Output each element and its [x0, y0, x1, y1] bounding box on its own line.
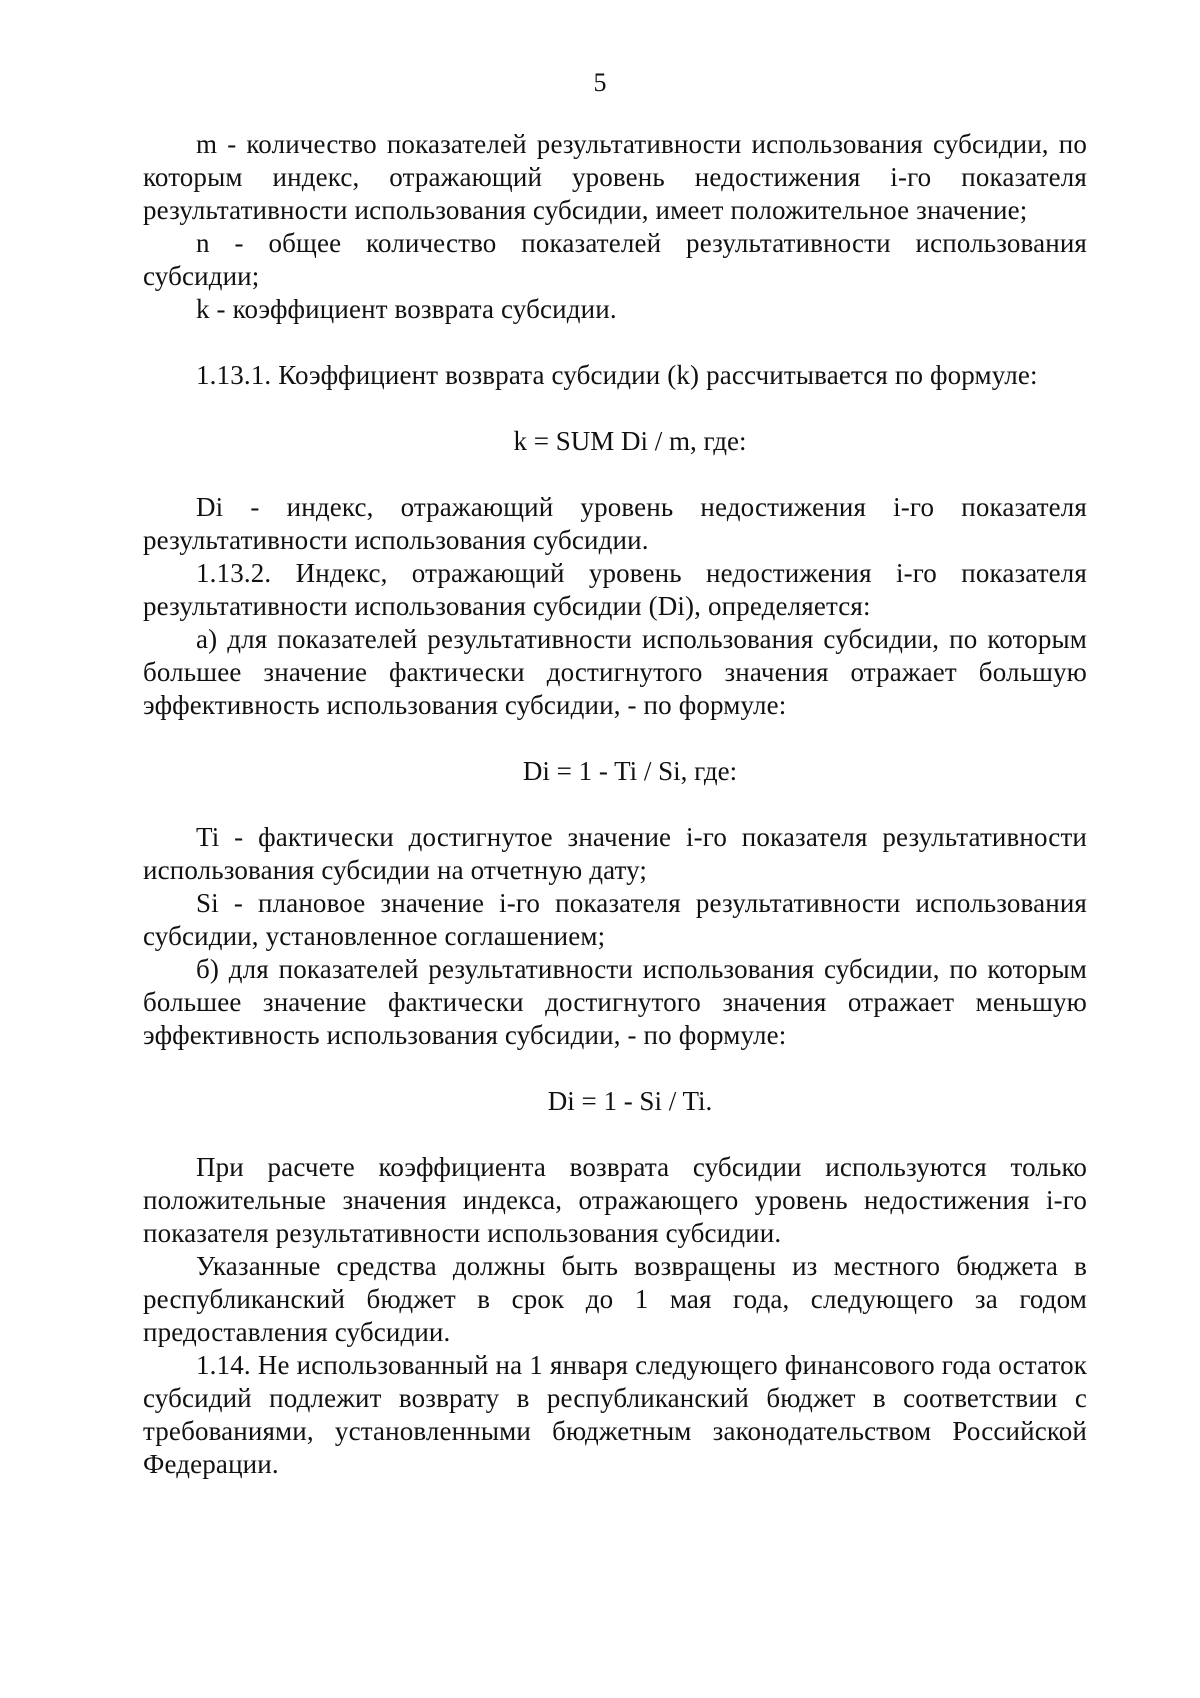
formula-di-a: Di = 1 - Ti / Si, где:: [522, 756, 738, 786]
note-return-deadline: Указанные средства должны быть возвращены из местного бюджета в республиканский бюджет в срок до 1 мая года, следующего за годом предоставления субсидии.: [143, 1251, 1087, 1347]
note-positive-values: При расчете коэффициента возврата субсидии используются только положительные значения индекса, отражающего уровень недостижения i-го показателя результативности использования субсидии.: [143, 1152, 1087, 1248]
clause-1-13-1: 1.13.1. Коэффициент возврата субсидии (k) рассчитывается по формуле:: [196, 360, 1038, 390]
definition-m: m - количество показателей результативности использования субсидии, по которым индекс, отражающий уровень недостижения i-го показателя результативности использования субсидии, имеет положительное значение;: [143, 129, 1087, 225]
definition-n: n - общее количество показателей результативности использования субсидии;: [143, 228, 1087, 291]
formula-di-b: Di = 1 - Si / Ti.: [547, 1086, 713, 1116]
document-body: [143, 128, 1087, 1481]
definition-si: Si - плановое значение i-го показателя результативности использования субсидии, установленное соглашением;: [143, 888, 1087, 951]
formula-k: k = SUM Di / m, где:: [513, 426, 747, 456]
clause-a: а) для показателей результативности использования субсидии, по которым большее значение фактически достигнутого значения отражает большую эффективность использования субсидии, - по формуле:: [143, 624, 1087, 720]
clause-1-13-2: 1.13.2. Индекс, отражающий уровень недостижения i-го показателя результативности использования субсидии (Di), определяется:: [143, 558, 1087, 621]
page-number: 5: [593, 68, 607, 97]
clause-1-14: 1.14. Не использованный на 1 января следующего финансового года остаток субсидий подлежит возврату в республиканский бюджет в соответствии с требованиями, установленными бюджетным законодательством Российской Федерации.: [143, 1350, 1087, 1479]
definition-ti: Ti - фактически достигнутое значение i-го показателя результативности использования субсидии на отчетную дату;: [143, 822, 1087, 885]
definition-di: Di - индекс, отражающий уровень недостижения i-го показателя результативности использования субсидии.: [143, 492, 1087, 555]
definition-k: k - коэффициент возврата субсидии.: [196, 294, 617, 324]
clause-b: б) для показателей результативности использования субсидии, по которым большее значение фактически достигнутого значения отражает меньшую эффективность использования субсидии, - по формуле:: [143, 954, 1087, 1050]
